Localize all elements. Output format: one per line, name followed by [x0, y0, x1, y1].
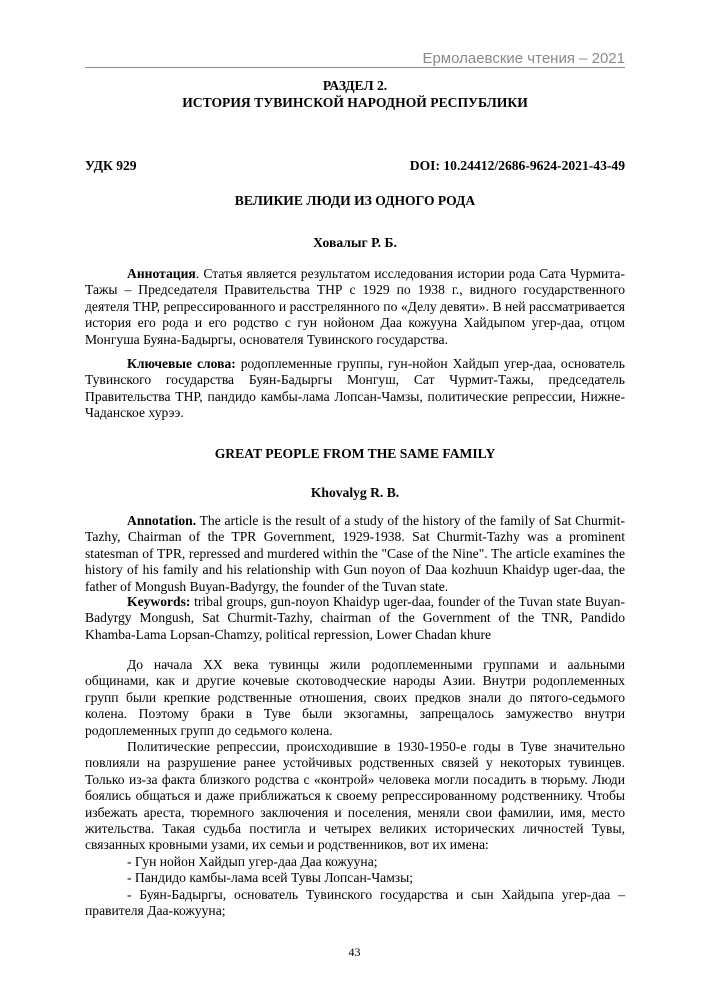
section-heading: [85, 77, 625, 111]
list-item: - Пандидо камбы-лама всей Тувы Лопсан-Чамзы;: [127, 870, 414, 886]
abstract-en: [85, 513, 625, 595]
body-paragraph-2: Политические репрессии, происходившие в 1930-1950-е годы в Туве значительно повлияли на разрушение ранее устойчивых родственных связей у некоторых тувинцев. Только из-за факта близкого родства с «контрой» человека могли посадить в тюрьму. Люди боялись общаться и даже приближаться к своему репрессированному родственнику. Чтобы избежать ареста, тюремного заключения и поселения, меняли свои фамилии, имя, место жительства. Такая судьба постигла и четырех великих исторических личностей Тувы, связанных кровными узами, их семьи и родственников, вот их имена:: [85, 739, 625, 853]
header-divider: [85, 67, 625, 68]
keywords-text-en: tribal groups, gun-noyon Khaidyp uger-daa, founder of the Tuvan state Buyan-Badyrgy Mongush, Sat Churmit-Tazhy, chairman of the Government of the TNR, Pandido Khamba-Lama Lopsan-Chamzy, political repression, Lower Chadan khure: [85, 594, 625, 642]
abstract-ru: [85, 266, 625, 348]
keywords-label-en: Keywords:: [127, 594, 191, 609]
section-number: РАЗДЕЛ 2.: [322, 78, 388, 93]
abstract-text-en: The article is the result of a study of the history of the family of Sat Churmit-Tazhy, Chairman of the TPR Government, 1929-1938. Sat Churmit-Tazhy was a prominent statesman of TPR, repressed and murdered within the "Case of the Nine". The article examines the history of his family and his relationship with Gun noyon of Daa kozhuun Khaidyp uger-daa, the father of Mongush Buyan-Badyrgy, the founder of the Tuvan state.: [85, 513, 625, 594]
keywords-ru: [85, 356, 625, 422]
author-ru: Ховалыг Р. Б.: [313, 235, 397, 250]
keywords-label-ru: Ключевые слова:: [127, 356, 236, 371]
abstract-text-ru: . Статья является результатом исследования истории рода Сата Чурмита-Тажы – Председателя Правительства ТНР с 1929 по 1938 г., видного государственного деятеля ТНР, репрессированного и расстрелянного по «Делу девяти». В ней рассматривается история его рода и его родство с гун нойоном Даа кожууна Хайдыпом угер-даа, отцом Монгуша Буяна-Бадыргы, основателя Тувинского государства.: [85, 266, 625, 347]
section-title: ИСТОРИЯ ТУВИНСКОЙ НАРОДНОЙ РЕСПУБЛИКИ: [182, 95, 528, 110]
list-item: - Гун нойон Хайдып угер-даа Даа кожууна;: [127, 853, 378, 869]
running-header: [85, 49, 625, 69]
article-body: [85, 657, 625, 920]
list-item: - Буян-Бадыргы, основатель Тувинского государства и сын Хайдыпа угер-даа – правителя Даа-кожууна;: [85, 886, 625, 919]
running-title: Ермолаевские чтения – 2021: [422, 50, 625, 67]
abstract-label-ru: Аннотация: [127, 266, 196, 281]
keywords-en: [85, 594, 625, 643]
page-number: 43: [348, 945, 361, 959]
doi: DOI: 10.24412/2686-9624-2021-43-49: [409, 158, 625, 173]
body-paragraph-1: До начала XX века тувинцы жили родоплеменными группами и аальными общинами, как и другие кочевые скотоводческие народы Азии. Внутри родоплеменных групп были крепкие родственные отношения, своих предков знали до пятого-седьмого колена. Поэтому браки в Туве были экзогамны, запрещалось замужество внутри родоплеменных групп до седьмого колена.: [85, 657, 625, 738]
article-title-ru: ВЕЛИКИЕ ЛЮДИ ИЗ ОДНОГО РОДА: [234, 193, 476, 208]
abstract-label-en: Annotation.: [127, 513, 197, 528]
keywords-text-ru: родоплеменные группы, гун-нойон Хайдып угер-даа, основатель Тувинского государства Буян-Бадыргы Монгуш, Сат Чурмит-Тажы, председатель Правительства ТНР, пандидо камбы-лама Лопсан-Чамзы, политические репрессии, Нижне-Чаданское хурээ.: [85, 356, 625, 421]
author-en: Khovalyg R. B.: [310, 485, 400, 500]
udk-code: УДК 929: [85, 158, 137, 173]
article-title-en: GREAT PEOPLE FROM THE SAME FAMILY: [214, 446, 496, 461]
